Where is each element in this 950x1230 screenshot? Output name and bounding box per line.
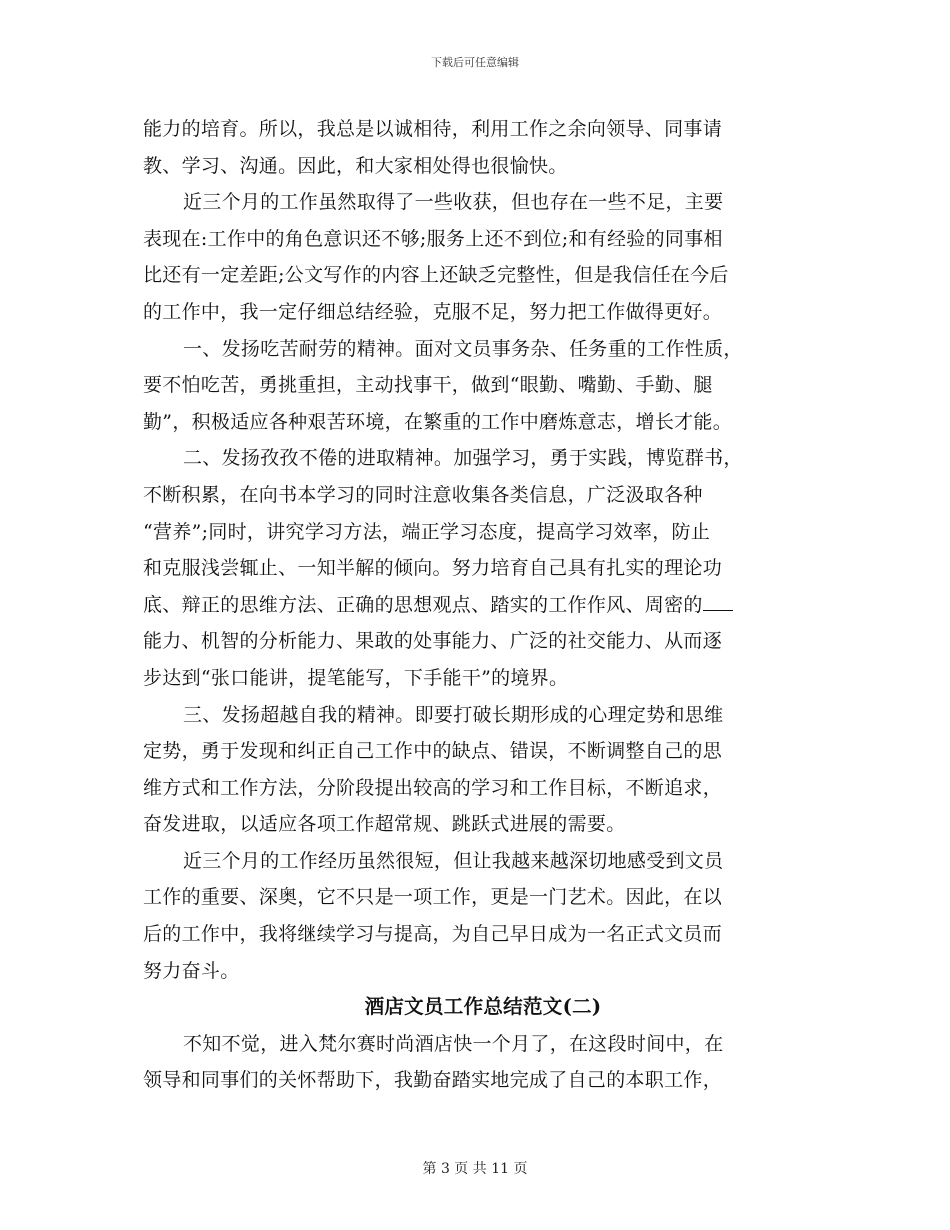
document-body <box>143 111 803 1099</box>
fill-in-blank <box>703 590 733 611</box>
paragraph-line: 二、发扬孜孜不倦的进取精神。加强学习，勇于实践，博览群书， <box>183 447 743 470</box>
paragraph-line: 教、学习、沟通。因此，和大家相处得也很愉快。 <box>143 154 568 177</box>
paragraph-line: 努力奋斗。 <box>143 959 240 982</box>
paragraph-line: 和克服浅尝辄止、一知半解的倾向。努力培育自己具有扎实的理论功 <box>143 557 723 580</box>
page-number: 第 3 页 共 11 页 <box>422 1161 528 1177</box>
paragraph-line: 近三个月的工作虽然取得了一些收获，但也存在一些不足，主要 <box>183 191 724 214</box>
line-text: 底、辩正的思维方法、正确的思想观点、踏实的工作作风、周密的 <box>143 593 703 616</box>
paragraph-line: 能力的培育。所以，我总是以诚相待，利用工作之余向领导、同事请 <box>143 118 723 140</box>
section-heading: 酒店文员工作总结范文(二) <box>364 995 602 1019</box>
paragraph-line: 的工作中，我一定仔细总结经验，克服不足，努力把工作做得更好。 <box>143 300 723 323</box>
paragraph-line: 不知不觉，进入梵尔赛时尚酒店快一个月了，在这段时间中，在 <box>183 1032 724 1055</box>
paragraph-line-with-blank <box>143 587 803 624</box>
paragraph-line: 奋发进取，以适应各项工作超常规、跳跃式进展的需要。 <box>143 813 626 836</box>
paragraph-line: 三、发扬超越自我的精神。即要打破长期形成的心理定势和思维 <box>183 703 724 726</box>
paragraph-line: 比还有一定差距;公文写作的内容上还缺乏完整性，但是我信任在今后 <box>143 264 729 287</box>
paragraph-line: 后的工作中，我将继续学习与提高，为自己早日成为一名正式文员而 <box>143 923 723 946</box>
paragraph-line: 维方式和工作方法，分阶段提出较高的学习和工作目标，不断追求， <box>143 776 723 799</box>
paragraph-line: 表现在:工作中的角色意识还不够;服务上还不到位;和有经验的同事相 <box>143 227 723 250</box>
paragraph-line: 要不怕吃苦，勇挑重担，主动找事干，做到“眼勤、嘴勤、手勤、腿 <box>143 374 713 397</box>
paragraph-line: “营养”;同时，讲究学习方法，端正学习态度，提高学习效率，防止 <box>143 520 711 543</box>
page-header: 下载后可任意编辑 <box>431 56 519 69</box>
paragraph-line: 步达到“张口能讲，提笔能写，下手能干”的境界。 <box>143 666 569 689</box>
paragraph-line: 工作的重要、深奥，它不只是一项工作，更是一门艺术。因此，在以 <box>143 886 723 909</box>
paragraph-line: 勤”，积极适应各种艰苦环境，在繁重的工作中磨炼意志，增长才能。 <box>143 410 733 433</box>
paragraph-line: 近三个月的工作经历虽然很短，但让我越来越深切地感受到文员 <box>183 849 724 872</box>
paragraph-line: 领导和同事们的关怀帮助下，我勤奋踏实地完成了自己的本职工作， <box>143 1069 723 1092</box>
paragraph-line: 定势，勇于发现和纠正自己工作中的缺点、错误，不断调整自己的思 <box>143 740 723 763</box>
paragraph-line: 不断积累，在向书本学习的同时注意收集各类信息，广泛汲取各种 <box>143 483 703 506</box>
paragraph-line: 能力、机智的分析能力、果敢的处事能力、广泛的社交能力、从而逐 <box>143 630 723 653</box>
paragraph-line: 一、发扬吃苦耐劳的精神。面对文员事务杂、任务重的工作性质， <box>183 337 743 360</box>
